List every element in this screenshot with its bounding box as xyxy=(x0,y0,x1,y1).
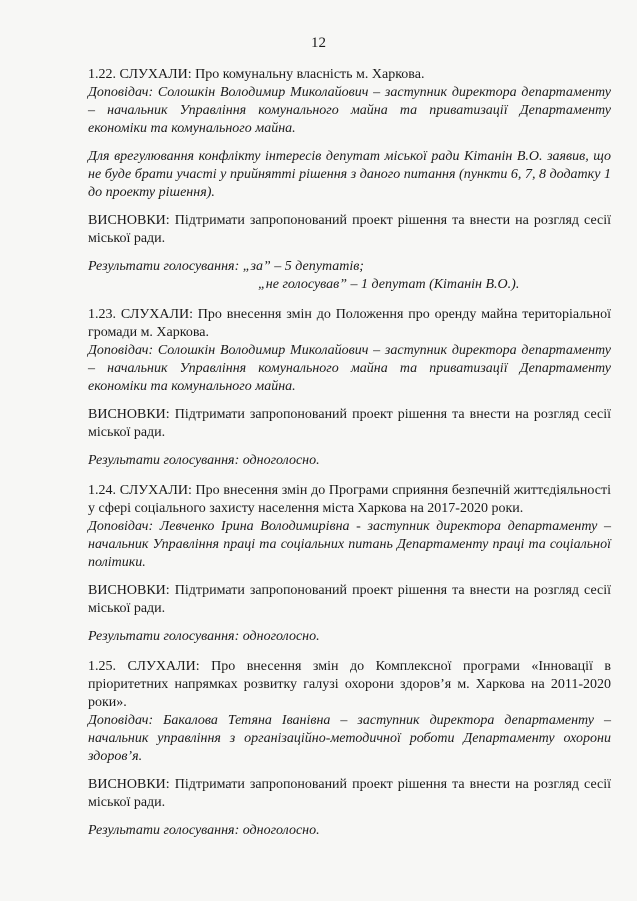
agenda-item-1-24 xyxy=(88,482,611,646)
votes-abstained: „не голосував” – 1 депутат (Кітанін В.О.). xyxy=(258,277,520,292)
page-number: 12 xyxy=(311,35,326,51)
agenda-item-1-23 xyxy=(88,306,611,470)
agenda-item-1-25 xyxy=(88,658,611,840)
document-body xyxy=(88,66,611,852)
item-heading: 1.22. СЛУХАЛИ: Про комунальну власність м. Харкова. xyxy=(88,67,425,82)
item-heading: 1.23. СЛУХАЛИ: Про внесення змін до Положення про оренду майна територіальної громади м. Харкова. xyxy=(88,307,611,340)
item-speaker: Доповідач: Левченко Ірина Володимирівна - заступник директора департаменту – начальник Управління праці та соціальних питань Департаменту праці та соціальної політики. xyxy=(88,519,611,570)
conflict-of-interest-note: Для врегулювання конфлікту інтересів депутат міської ради Кітанін В.О. заявив, що не буде брати участі у прийнятті рішення з даного питання (пункти 6, 7, 8 додатку 1 до проекту рішення). xyxy=(88,149,611,200)
agenda-item-1-22 xyxy=(88,66,611,294)
item-heading: 1.25. СЛУХАЛИ: Про внесення змін до Комплексної програми «Інновації в пріоритетних напрямках розвитку галузі охорони здоров’я м. Харкова на 2011-2020 роки». xyxy=(88,659,611,710)
voting-results: Результати голосування: одноголосно. xyxy=(88,629,320,644)
item-heading: 1.24. СЛУХАЛИ: Про внесення змін до Програми сприяння безпечній життєдіяльності у сфері соціального захисту населення міста Харкова на 2017-2020 роки. xyxy=(88,483,611,516)
item-conclusion: ВИСНОВКИ: Підтримати запропонований проект рішення та внести на розгляд сесії міської ради. xyxy=(88,213,611,246)
item-speaker: Доповідач: Солошкін Володимир Миколайович – заступник директора департаменту – начальник Управління комунального майна та приватизації Департаменту економіки та комунального майна. xyxy=(88,343,611,394)
voting-results xyxy=(88,258,611,294)
voting-results: Результати голосування: одноголосно. xyxy=(88,453,320,468)
item-conclusion: ВИСНОВКИ: Підтримати запропонований проект рішення та внести на розгляд сесії міської ради. xyxy=(88,777,611,810)
item-speaker: Доповідач: Бакалова Тетяна Іванівна – заступник директора департаменту – начальник управління з організаційно-методичної роботи Департаменту охорони здоров’я. xyxy=(88,713,611,764)
voting-results: Результати голосування: одноголосно. xyxy=(88,823,320,838)
votes-for: „за” – 5 депутатів; xyxy=(242,259,364,274)
voting-results-label: Результати голосування: xyxy=(88,259,240,274)
item-speaker: Доповідач: Солошкін Володимир Миколайович – заступник директора департаменту – начальник Управління комунального майна та приватизації Департаменту економіки та комунального майна. xyxy=(88,85,611,136)
item-conclusion: ВИСНОВКИ: Підтримати запропонований проект рішення та внести на розгляд сесії міської ради. xyxy=(88,407,611,440)
item-conclusion: ВИСНОВКИ: Підтримати запропонований проект рішення та внести на розгляд сесії міської ради. xyxy=(88,583,611,616)
